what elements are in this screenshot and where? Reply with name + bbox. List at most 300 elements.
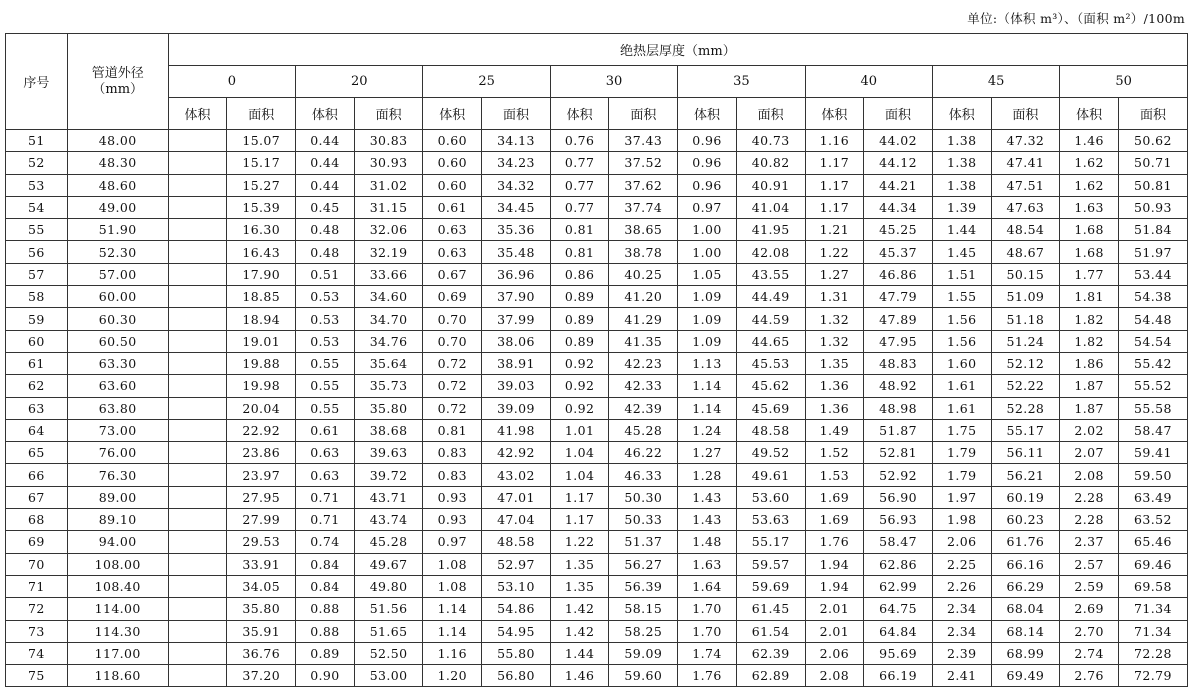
table-cell: 1.22: [805, 241, 864, 263]
table-cell: 1.82: [1060, 308, 1119, 330]
table-cell: 59: [6, 308, 68, 330]
table-cell: 0.92: [550, 375, 609, 397]
table-cell: 0.60: [423, 130, 482, 152]
table-cell: [168, 575, 227, 597]
table-cell: 2.34: [932, 620, 991, 642]
table-cell: 49.00: [67, 196, 168, 218]
table-cell: 0.92: [550, 397, 609, 419]
table-cell: 61.54: [736, 620, 805, 642]
table-cell: 0.67: [423, 263, 482, 285]
table-cell: 62.99: [864, 575, 933, 597]
table-cell: 54.54: [1118, 330, 1187, 352]
table-cell: 0.61: [423, 196, 482, 218]
table-row: [6, 375, 1188, 397]
table-cell: 1.82: [1060, 330, 1119, 352]
table-cell: 62: [6, 375, 68, 397]
table-cell: [168, 174, 227, 196]
table-cell: 1.68: [1060, 241, 1119, 263]
table-cell: 1.38: [932, 174, 991, 196]
table-cell: 0.90: [296, 665, 355, 687]
table-cell: 48.58: [482, 531, 551, 553]
table-cell: 23.97: [227, 464, 296, 486]
table-cell: 1.63: [1060, 196, 1119, 218]
table-cell: 64.84: [864, 620, 933, 642]
table-cell: [168, 642, 227, 664]
table-cell: 48.92: [864, 375, 933, 397]
table-cell: 15.27: [227, 174, 296, 196]
table-cell: 45.69: [736, 397, 805, 419]
table-cell: 1.52: [805, 442, 864, 464]
table-cell: 71.34: [1118, 598, 1187, 620]
table-cell: 1.01: [550, 419, 609, 441]
table-cell: 34.23: [482, 152, 551, 174]
table-cell: 46.86: [864, 263, 933, 285]
table-cell: 2.06: [932, 531, 991, 553]
table-cell: 2.74: [1060, 642, 1119, 664]
table-cell: 2.57: [1060, 553, 1119, 575]
table-cell: 45.53: [736, 352, 805, 374]
table-cell: 38.68: [354, 419, 423, 441]
table-cell: 1.61: [932, 375, 991, 397]
table-cell: 51.97: [1118, 241, 1187, 263]
table-cell: 43.74: [354, 509, 423, 531]
table-cell: 38.91: [482, 352, 551, 374]
table-cell: 1.14: [423, 620, 482, 642]
table-cell: 0.89: [550, 286, 609, 308]
table-cell: [168, 419, 227, 441]
table-cell: 1.42: [550, 620, 609, 642]
table-cell: 1.28: [678, 464, 737, 486]
table-row: [6, 397, 1188, 419]
table-cell: 1.87: [1060, 375, 1119, 397]
table-cell: 58: [6, 286, 68, 308]
table-row: [6, 442, 1188, 464]
table-cell: 72: [6, 598, 68, 620]
table-cell: 1.46: [550, 665, 609, 687]
table-row: [6, 130, 1188, 152]
table-row: [6, 263, 1188, 285]
table-cell: 1.60: [932, 352, 991, 374]
table-cell: 45.37: [864, 241, 933, 263]
table-cell: 55.17: [736, 531, 805, 553]
table-cell: 58.25: [609, 620, 678, 642]
table-cell: [168, 397, 227, 419]
table-cell: 60.50: [67, 330, 168, 352]
table-cell: 0.81: [423, 419, 482, 441]
table-cell: 19.01: [227, 330, 296, 352]
table-cell: 44.21: [864, 174, 933, 196]
table-cell: 2.70: [1060, 620, 1119, 642]
table-cell: 0.88: [296, 598, 355, 620]
table-cell: 42.23: [609, 352, 678, 374]
table-cell: 1.69: [805, 509, 864, 531]
table-cell: 34.70: [354, 308, 423, 330]
header-thickness-50: 50: [1060, 66, 1188, 98]
table-row: [6, 665, 1188, 687]
table-cell: 47.89: [864, 308, 933, 330]
table-cell: 0.44: [296, 152, 355, 174]
header-area: 面积: [991, 98, 1060, 130]
table-cell: [168, 263, 227, 285]
table-cell: 1.43: [678, 509, 737, 531]
table-cell: 19.98: [227, 375, 296, 397]
table-cell: 57.00: [67, 263, 168, 285]
table-cell: 54: [6, 196, 68, 218]
table-cell: 1.38: [932, 152, 991, 174]
table-cell: 1.61: [932, 397, 991, 419]
table-cell: 1.13: [678, 352, 737, 374]
header-seq: 序号: [6, 34, 68, 130]
table-cell: 0.76: [550, 130, 609, 152]
header-volume: 体积: [678, 98, 737, 130]
table-cell: 94.00: [67, 531, 168, 553]
table-cell: 37.20: [227, 665, 296, 687]
table-cell: 47.41: [991, 152, 1060, 174]
table-cell: 2.34: [932, 598, 991, 620]
table-cell: 1.17: [805, 174, 864, 196]
table-cell: 56.93: [864, 509, 933, 531]
table-cell: [168, 375, 227, 397]
table-cell: 56: [6, 241, 68, 263]
table-cell: 52.50: [354, 642, 423, 664]
table-cell: 1.00: [678, 219, 737, 241]
table-cell: 2.37: [1060, 531, 1119, 553]
table-row: [6, 330, 1188, 352]
table-cell: 56.11: [991, 442, 1060, 464]
table-cell: 1.05: [678, 263, 737, 285]
table-cell: 44.49: [736, 286, 805, 308]
table-cell: 1.56: [932, 308, 991, 330]
table-cell: 58.47: [1118, 419, 1187, 441]
table-cell: 0.77: [550, 152, 609, 174]
table-cell: [168, 286, 227, 308]
table-cell: 0.44: [296, 130, 355, 152]
table-cell: 55.52: [1118, 375, 1187, 397]
table-cell: 1.20: [423, 665, 482, 687]
table-cell: 0.96: [678, 174, 737, 196]
table-cell: 16.30: [227, 219, 296, 241]
table-cell: 51.09: [991, 286, 1060, 308]
table-cell: 52.22: [991, 375, 1060, 397]
table-cell: 66.16: [991, 553, 1060, 575]
table-cell: 76.00: [67, 442, 168, 464]
table-cell: 1.55: [932, 286, 991, 308]
table-cell: 37.43: [609, 130, 678, 152]
table-cell: 48.54: [991, 219, 1060, 241]
table-cell: 48.83: [864, 352, 933, 374]
table-row: [6, 352, 1188, 374]
header-thickness-group: 绝热层厚度（mm）: [168, 34, 1187, 66]
header-volume: 体积: [168, 98, 227, 130]
table-cell: [168, 553, 227, 575]
table-row: [6, 241, 1188, 263]
table-cell: 47.04: [482, 509, 551, 531]
volume-area-header-row: [6, 98, 1188, 130]
table-cell: 0.96: [678, 152, 737, 174]
table-cell: 50.93: [1118, 196, 1187, 218]
table-cell: [168, 130, 227, 152]
table-cell: 1.17: [550, 486, 609, 508]
table-cell: 53.60: [736, 486, 805, 508]
header-outer-diameter-line: （mm）: [92, 81, 144, 97]
table-cell: 39.09: [482, 397, 551, 419]
table-cell: 1.27: [805, 263, 864, 285]
table-cell: 72.28: [1118, 642, 1187, 664]
table-row: [6, 152, 1188, 174]
table-cell: 32.06: [354, 219, 423, 241]
table-cell: 51.84: [1118, 219, 1187, 241]
table-cell: 51.56: [354, 598, 423, 620]
table-cell: 0.81: [550, 241, 609, 263]
table-cell: 69.58: [1118, 575, 1187, 597]
table-cell: 43.55: [736, 263, 805, 285]
table-cell: 52.28: [991, 397, 1060, 419]
table-cell: 68.04: [991, 598, 1060, 620]
table-cell: 53.63: [736, 509, 805, 531]
table-cell: 52.92: [864, 464, 933, 486]
table-cell: 37.74: [609, 196, 678, 218]
table-cell: 34.32: [482, 174, 551, 196]
table-cell: 60: [6, 330, 68, 352]
table-cell: 72.79: [1118, 665, 1187, 687]
table-row: [6, 575, 1188, 597]
table-cell: 48.67: [991, 241, 1060, 263]
table-cell: 40.25: [609, 263, 678, 285]
table-cell: 64.75: [864, 598, 933, 620]
table-cell: 114.00: [67, 598, 168, 620]
table-cell: 53.10: [482, 575, 551, 597]
table-cell: 64: [6, 419, 68, 441]
header-area: 面积: [482, 98, 551, 130]
table-cell: 0.72: [423, 352, 482, 374]
header-volume: 体积: [550, 98, 609, 130]
table-cell: 40.82: [736, 152, 805, 174]
table-cell: 0.61: [296, 419, 355, 441]
table-cell: 41.20: [609, 286, 678, 308]
table-row: [6, 509, 1188, 531]
table-cell: 71: [6, 575, 68, 597]
table-cell: 56.90: [864, 486, 933, 508]
table-cell: 60.00: [67, 286, 168, 308]
table-cell: 44.12: [864, 152, 933, 174]
table-cell: 1.09: [678, 308, 737, 330]
table-cell: 63.80: [67, 397, 168, 419]
table-cell: 1.00: [678, 241, 737, 263]
table-cell: 48.60: [67, 174, 168, 196]
table-row: [6, 219, 1188, 241]
table-cell: 60.30: [67, 308, 168, 330]
table-cell: 55.80: [482, 642, 551, 664]
table-cell: 35.48: [482, 241, 551, 263]
table-cell: 27.99: [227, 509, 296, 531]
table-cell: 46.22: [609, 442, 678, 464]
table-cell: 70: [6, 553, 68, 575]
table-cell: 0.93: [423, 509, 482, 531]
table-cell: [168, 531, 227, 553]
table-cell: 62.86: [864, 553, 933, 575]
table-cell: 2.08: [805, 665, 864, 687]
table-cell: 1.38: [932, 130, 991, 152]
table-cell: 1.53: [805, 464, 864, 486]
table-cell: 42.33: [609, 375, 678, 397]
table-cell: 0.89: [296, 642, 355, 664]
table-cell: 1.79: [932, 464, 991, 486]
table-cell: [168, 330, 227, 352]
table-cell: 75: [6, 665, 68, 687]
table-cell: 2.01: [805, 598, 864, 620]
table-cell: 0.69: [423, 286, 482, 308]
table-cell: 66.29: [991, 575, 1060, 597]
table-cell: 41.95: [736, 219, 805, 241]
table-cell: 1.27: [678, 442, 737, 464]
table-cell: 1.44: [550, 642, 609, 664]
table-cell: 1.35: [805, 352, 864, 374]
table-cell: 58.15: [609, 598, 678, 620]
table-cell: 1.94: [805, 553, 864, 575]
header-area: 面积: [864, 98, 933, 130]
table-cell: 48.30: [67, 152, 168, 174]
table-cell: [168, 442, 227, 464]
table-cell: 42.92: [482, 442, 551, 464]
table-cell: 56.80: [482, 665, 551, 687]
table-cell: 59.69: [736, 575, 805, 597]
table-cell: 63.49: [1118, 486, 1187, 508]
table-cell: 51.65: [354, 620, 423, 642]
table-cell: 66: [6, 464, 68, 486]
table-cell: 1.46: [1060, 130, 1119, 152]
table-cell: 0.77: [550, 174, 609, 196]
table-cell: 56.21: [991, 464, 1060, 486]
table-cell: 55.58: [1118, 397, 1187, 419]
insulation-table: [5, 33, 1188, 687]
header-area: 面积: [227, 98, 296, 130]
table-cell: [168, 509, 227, 531]
unit-note: 单位:（体积 m³）、（面积 m²）/100m: [967, 11, 1185, 26]
table-cell: 0.72: [423, 397, 482, 419]
table-cell: 34.60: [354, 286, 423, 308]
table-cell: 49.80: [354, 575, 423, 597]
table-cell: 1.74: [678, 642, 737, 664]
table-cell: 1.14: [423, 598, 482, 620]
header-thickness-45: 45: [932, 66, 1059, 98]
table-cell: 56.27: [609, 553, 678, 575]
table-cell: 16.43: [227, 241, 296, 263]
table-cell: [168, 620, 227, 642]
table-cell: 47.95: [864, 330, 933, 352]
table-cell: 1.45: [932, 241, 991, 263]
table-cell: 52.81: [864, 442, 933, 464]
table-cell: 51.87: [864, 419, 933, 441]
table-cell: 2.08: [1060, 464, 1119, 486]
table-cell: 60.19: [991, 486, 1060, 508]
table-cell: 2.76: [1060, 665, 1119, 687]
table-cell: 59.41: [1118, 442, 1187, 464]
table-cell: 45.62: [736, 375, 805, 397]
header-area: 面积: [609, 98, 678, 130]
table-cell: 39.72: [354, 464, 423, 486]
table-cell: 1.36: [805, 375, 864, 397]
table-cell: 0.71: [296, 486, 355, 508]
table-cell: 1.75: [932, 419, 991, 441]
table-cell: 43.02: [482, 464, 551, 486]
table-cell: 41.98: [482, 419, 551, 441]
table-cell: 38.78: [609, 241, 678, 263]
table-cell: 63.60: [67, 375, 168, 397]
table-cell: 89.00: [67, 486, 168, 508]
table-cell: 0.81: [550, 219, 609, 241]
table-cell: 2.26: [932, 575, 991, 597]
table-cell: 22.92: [227, 419, 296, 441]
table-cell: 42.08: [736, 241, 805, 263]
table-cell: 1.04: [550, 442, 609, 464]
table-cell: 59.57: [736, 553, 805, 575]
table-cell: 47.32: [991, 130, 1060, 152]
table-cell: 1.32: [805, 308, 864, 330]
table-cell: 71.34: [1118, 620, 1187, 642]
table-cell: [168, 196, 227, 218]
table-cell: 1.14: [678, 397, 737, 419]
header-thickness-20: 20: [296, 66, 423, 98]
header-volume: 体积: [805, 98, 864, 130]
table-cell: 114.30: [67, 620, 168, 642]
table-row: [6, 464, 1188, 486]
table-cell: 69.49: [991, 665, 1060, 687]
table-cell: 44.02: [864, 130, 933, 152]
table-cell: 15.39: [227, 196, 296, 218]
table-cell: 41.04: [736, 196, 805, 218]
table-cell: 1.81: [1060, 286, 1119, 308]
table-row: [6, 620, 1188, 642]
table-cell: 33.66: [354, 263, 423, 285]
table-cell: 54.38: [1118, 286, 1187, 308]
table-cell: 0.84: [296, 575, 355, 597]
table-cell: 47.01: [482, 486, 551, 508]
table-cell: 50.62: [1118, 130, 1187, 152]
table-cell: 1.68: [1060, 219, 1119, 241]
table-cell: 1.76: [678, 665, 737, 687]
table-cell: [168, 241, 227, 263]
header-outer-diameter: [67, 34, 168, 130]
table-cell: 0.84: [296, 553, 355, 575]
table-cell: 43.71: [354, 486, 423, 508]
table-cell: 59.50: [1118, 464, 1187, 486]
table-cell: 66.19: [864, 665, 933, 687]
table-cell: 39.03: [482, 375, 551, 397]
table-cell: 67: [6, 486, 68, 508]
table-cell: 108.00: [67, 553, 168, 575]
thickness-header-row: [6, 66, 1188, 98]
table-cell: 34.13: [482, 130, 551, 152]
table-cell: 0.89: [550, 330, 609, 352]
table-cell: 40.91: [736, 174, 805, 196]
table-cell: [168, 665, 227, 687]
table-cell: 37.62: [609, 174, 678, 196]
table-cell: 53: [6, 174, 68, 196]
table-cell: 51.90: [67, 219, 168, 241]
table-cell: 95.69: [864, 642, 933, 664]
table-cell: 0.72: [423, 375, 482, 397]
table-cell: 36.96: [482, 263, 551, 285]
table-cell: 54.95: [482, 620, 551, 642]
table-cell: 1.51: [932, 263, 991, 285]
table-cell: 33.91: [227, 553, 296, 575]
table-cell: 63.30: [67, 352, 168, 374]
table-cell: 118.60: [67, 665, 168, 687]
table-cell: 1.14: [678, 375, 737, 397]
table-cell: 39.63: [354, 442, 423, 464]
table-cell: 18.85: [227, 286, 296, 308]
table-cell: 1.48: [678, 531, 737, 553]
